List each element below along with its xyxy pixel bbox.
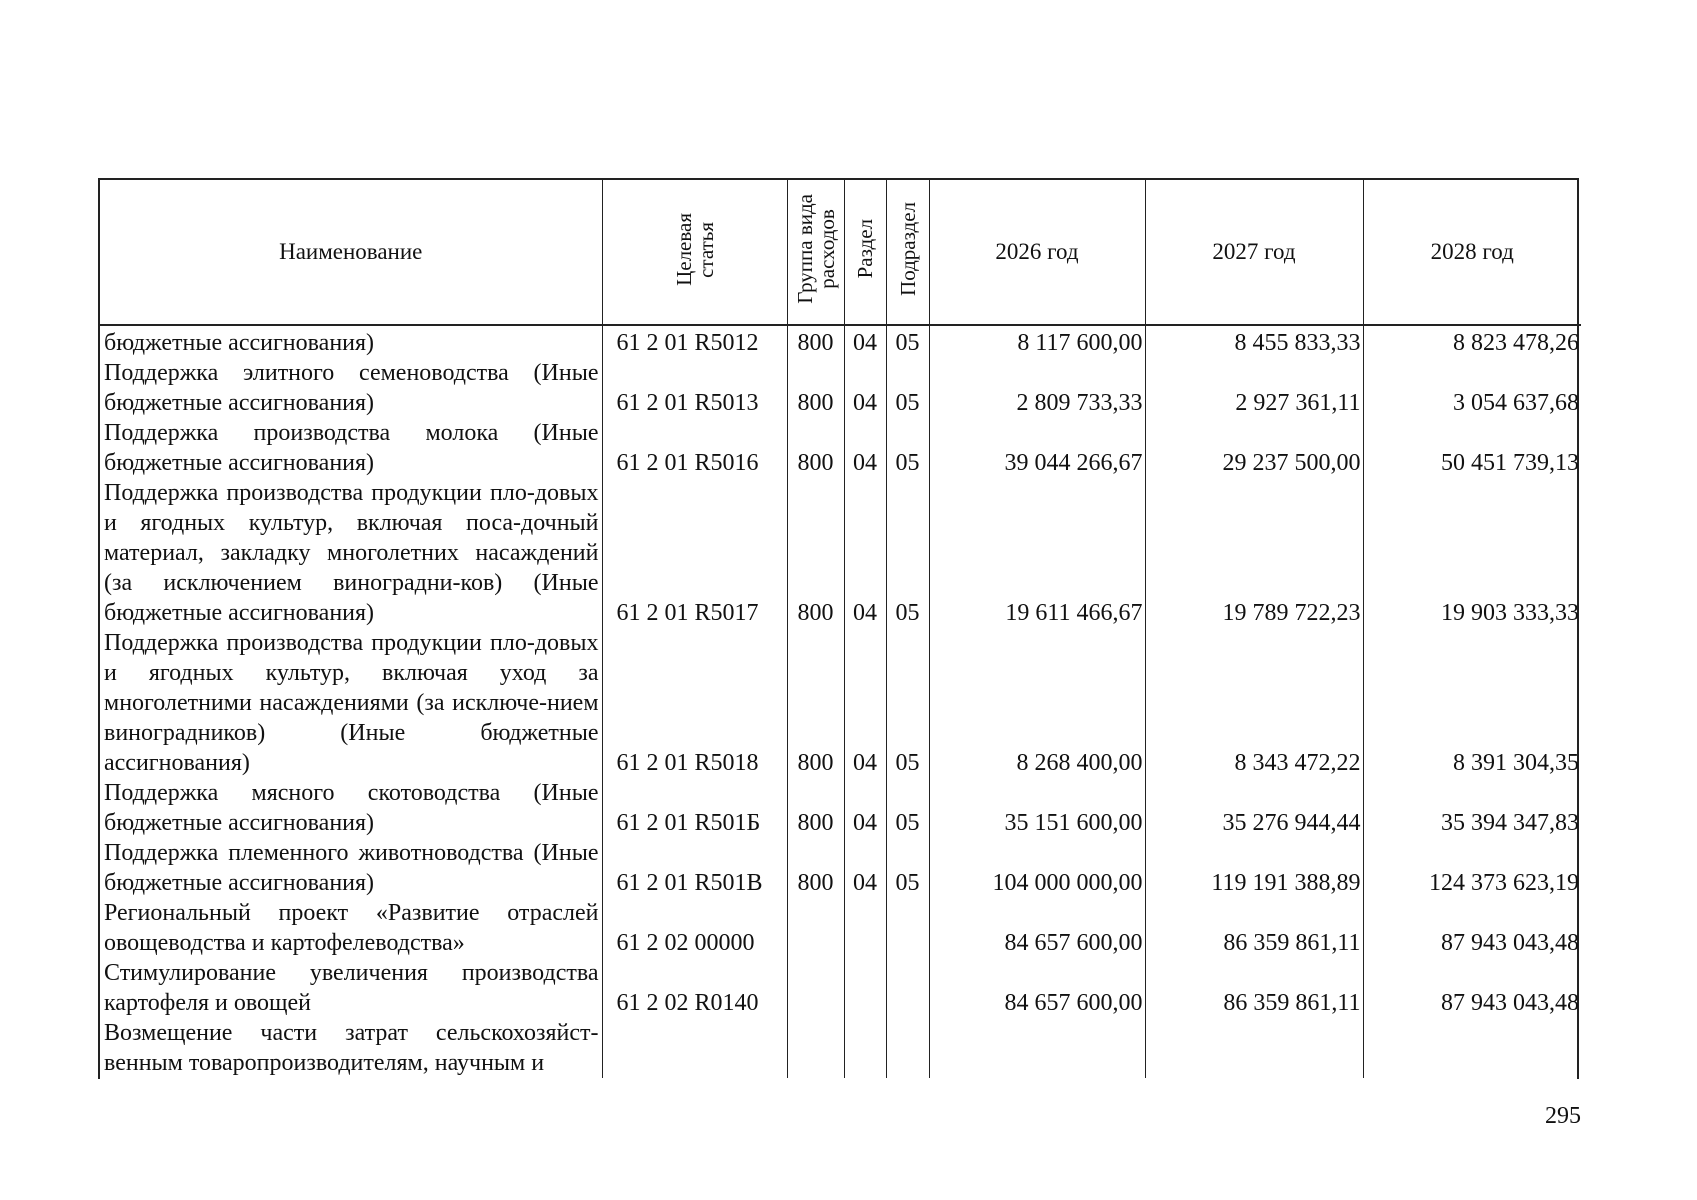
- row-section: [844, 958, 886, 1018]
- row-name: Поддержка производства молока (Иные бюджетные ассигнования): [100, 418, 602, 478]
- row-amount-2028: [1363, 1018, 1581, 1078]
- row-amount-2027: 35 276 944,44: [1145, 778, 1363, 838]
- row-name: Возмещение части затрат сельскохозяйст-венным товаропроизводителям, научным и: [100, 1018, 602, 1078]
- row-amount-2027: 119 191 388,89: [1145, 838, 1363, 898]
- row-section: 04: [844, 358, 886, 418]
- row-target-article: 61 2 01 R5018: [602, 628, 787, 778]
- row-amount-2026: 8 117 600,00: [929, 325, 1145, 358]
- header-year-2028: 2028 год: [1363, 180, 1581, 325]
- row-amount-2026: 35 151 600,00: [929, 778, 1145, 838]
- page-number: 295: [1545, 1103, 1581, 1129]
- row-amount-2027: 19 789 722,23: [1145, 478, 1363, 628]
- row-amount-2028: 19 903 333,33: [1441, 600, 1579, 626]
- row-name: Стимулирование увеличения производства картофеля и овощей: [100, 958, 602, 1018]
- header-expense-group-label: Группа вида расходов: [792, 194, 839, 304]
- row-amount-2027: [1145, 1018, 1363, 1078]
- row-expense-group: 800: [787, 838, 844, 898]
- row-target-article: 61 2 02 R0140: [602, 958, 787, 1018]
- row-target-article: 61 2 02 00000: [602, 898, 787, 958]
- table-row: [100, 418, 1581, 478]
- row-amount-2026: 2 809 733,33: [929, 358, 1145, 418]
- row-section: 04: [844, 628, 886, 778]
- row-expense-group: [787, 1018, 844, 1078]
- row-amount-2028: 87 943 043,48: [1441, 990, 1579, 1016]
- row-amount-2028: 87 943 043,48: [1441, 930, 1579, 956]
- row-section: [844, 898, 886, 958]
- row-amount-2027: 8 455 833,33: [1145, 325, 1363, 358]
- row-subsection: 05: [886, 358, 929, 418]
- row-amount-2027: 2 927 361,11: [1145, 358, 1363, 418]
- row-amount-2028: 8 391 304,35: [1453, 750, 1579, 776]
- row-amount-2027: 8 343 472,22: [1145, 628, 1363, 778]
- row-subsection: [886, 958, 929, 1018]
- row-section: 04: [844, 838, 886, 898]
- row-section: 04: [844, 778, 886, 838]
- row-expense-group: 800: [787, 478, 844, 628]
- table-row: [100, 628, 1581, 778]
- header-subsection: [886, 180, 929, 325]
- row-amount-2028: 3 054 637,68: [1453, 390, 1579, 416]
- row-expense-group: [787, 898, 844, 958]
- row-subsection: [886, 898, 929, 958]
- row-section: 04: [844, 478, 886, 628]
- row-name: Поддержка мясного скотоводства (Иные бюджетные ассигнования): [100, 778, 602, 838]
- row-target-article: 61 2 01 R501Б: [602, 778, 787, 838]
- row-expense-group: 800: [787, 418, 844, 478]
- row-name: Поддержка производства продукции пло-довых и ягодных культур, включая поса-дочный материал, закладку многолетних насаждений (за исключением виноградни-ков) (Иные бюджетные ассигнования): [100, 478, 602, 628]
- row-subsection: 05: [886, 418, 929, 478]
- row-amount-2028: 8 823 478,26: [1453, 330, 1579, 356]
- row-expense-group: 800: [787, 325, 844, 358]
- row-amount-2027: 86 359 861,11: [1145, 898, 1363, 958]
- row-name: Региональный проект «Развитие отраслей овощеводства и картофелеводства»: [100, 898, 602, 958]
- row-amount-2026: 84 657 600,00: [929, 958, 1145, 1018]
- row-section: [844, 1018, 886, 1078]
- header-subsection-label: Подраздел: [895, 202, 920, 296]
- table-row: [100, 778, 1581, 838]
- row-subsection: 05: [886, 478, 929, 628]
- row-name: Поддержка племенного животноводства (Иные бюджетные ассигнования): [100, 838, 602, 898]
- row-amount-2028: 50 451 739,13: [1441, 450, 1579, 476]
- header-expense-group: [787, 180, 844, 325]
- row-amount-2026: 104 000 000,00: [929, 838, 1145, 898]
- row-amount-2028: 124 373 623,19: [1429, 870, 1579, 896]
- table-row: [100, 1018, 1581, 1078]
- row-expense-group: 800: [787, 358, 844, 418]
- table-row: [100, 478, 1581, 628]
- row-expense-group: 800: [787, 628, 844, 778]
- row-amount-2027: 29 237 500,00: [1145, 418, 1363, 478]
- row-name: бюджетные ассигнования): [100, 325, 602, 358]
- header-year-2027: 2027 год: [1145, 180, 1363, 325]
- header-name: Наименование: [100, 180, 602, 325]
- row-name: Поддержка элитного семеноводства (Иные бюджетные ассигнования): [100, 358, 602, 418]
- row-subsection: 05: [886, 325, 929, 358]
- row-target-article: [602, 1018, 787, 1078]
- row-section: 04: [844, 418, 886, 478]
- table-row: [100, 898, 1581, 958]
- table-row: [100, 358, 1581, 418]
- row-subsection: [886, 1018, 929, 1078]
- table-row: [100, 838, 1581, 898]
- row-subsection: 05: [886, 628, 929, 778]
- header-section-label: Раздел: [853, 219, 877, 279]
- row-amount-2026: 39 044 266,67: [929, 418, 1145, 478]
- budget-table: [100, 180, 1581, 1078]
- row-amount-2028: 35 394 347,83: [1441, 810, 1579, 836]
- row-amount-2026: 19 611 466,67: [929, 478, 1145, 628]
- table-row: [100, 325, 1581, 358]
- row-expense-group: [787, 958, 844, 1018]
- row-amount-2026: 84 657 600,00: [929, 898, 1145, 958]
- row-target-article: 61 2 01 R501В: [602, 838, 787, 898]
- row-target-article: 61 2 01 R5012: [602, 325, 787, 358]
- header-year-2026: 2026 год: [929, 180, 1145, 325]
- row-amount-2026: [929, 1018, 1145, 1078]
- row-subsection: 05: [886, 778, 929, 838]
- row-name: Поддержка производства продукции пло-довых и ягодных культур, включая уход за многолетними насаждениями (за исключе-нием виноградников) (Иные бюджетные ассигнования): [100, 628, 602, 778]
- row-section: 04: [844, 325, 886, 358]
- header-section: [844, 180, 886, 325]
- table-header-row: [100, 180, 1581, 325]
- budget-table-frame: [98, 178, 1579, 1079]
- row-target-article: 61 2 01 R5017: [602, 478, 787, 628]
- header-target-article: [602, 180, 787, 325]
- row-amount-2027: 86 359 861,11: [1145, 958, 1363, 1018]
- row-amount-2026: 8 268 400,00: [929, 628, 1145, 778]
- row-expense-group: 800: [787, 778, 844, 838]
- row-target-article: 61 2 01 R5013: [602, 358, 787, 418]
- row-subsection: 05: [886, 838, 929, 898]
- header-target-article-label: Целевая статья: [671, 212, 718, 286]
- table-row: [100, 958, 1581, 1018]
- row-target-article: 61 2 01 R5016: [602, 418, 787, 478]
